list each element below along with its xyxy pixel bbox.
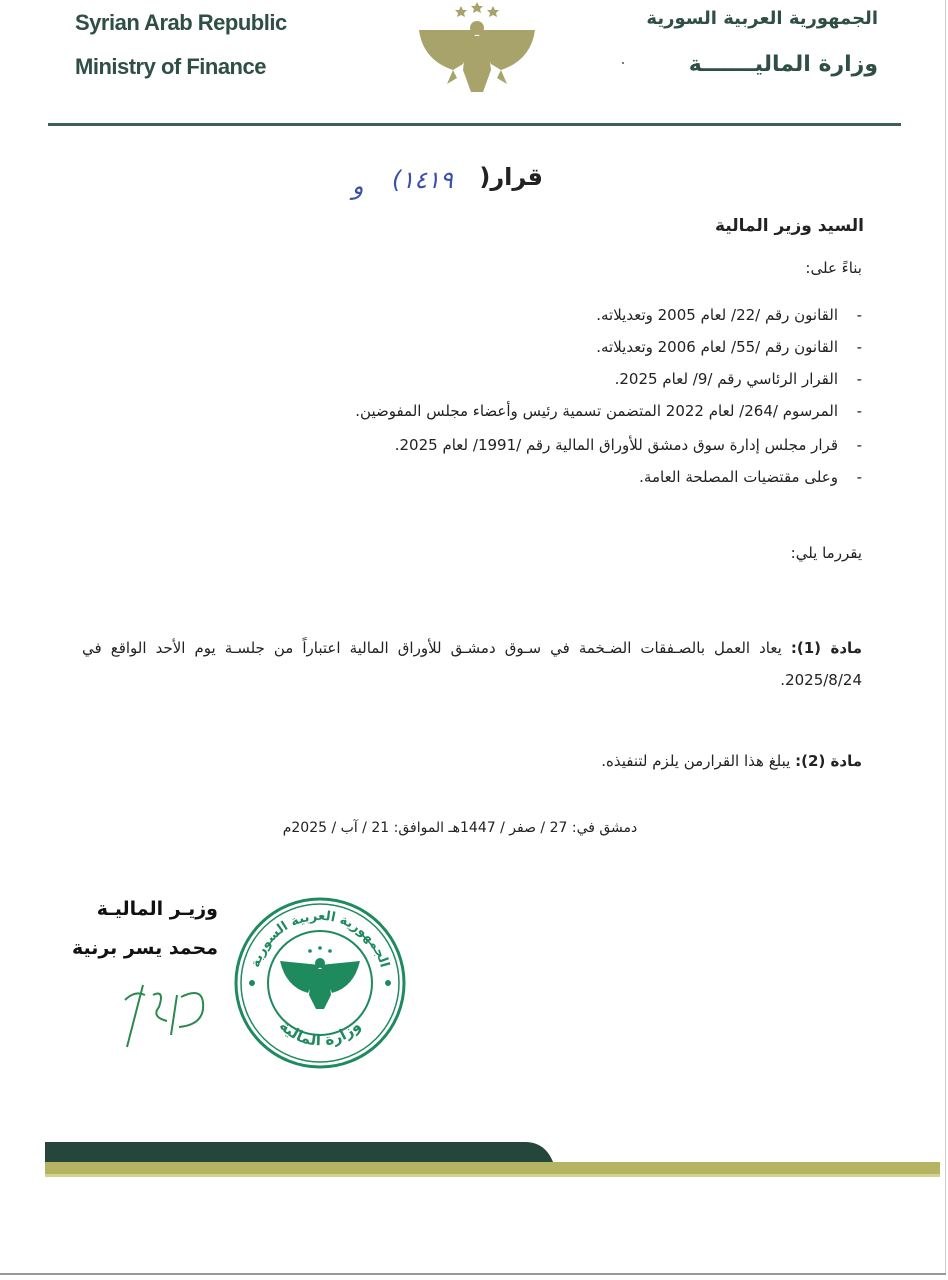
letterhead-ar-country: الجمهورية العربية السورية xyxy=(646,8,878,29)
page-edge xyxy=(945,0,946,1275)
list-bullet: - xyxy=(856,402,862,420)
based-on-label: بناءً على: xyxy=(805,259,862,277)
footer-band xyxy=(45,1140,940,1180)
list-bullet: - xyxy=(856,370,862,388)
page-edge xyxy=(0,1273,946,1275)
article-2 xyxy=(601,752,862,770)
reference-item: المرسوم /264/ لعام 2022 المتضمن تسمية رئيس وأعضاء مجلس المفوضين. xyxy=(355,402,838,420)
list-bullet: - xyxy=(856,338,862,356)
addressee: السيد وزير المالية xyxy=(714,216,864,236)
signatory-title: وزيـر الماليـة xyxy=(96,898,218,920)
header-divider xyxy=(48,123,901,126)
date-line: دمشق في: 27 / صفر / 1447هـ الموافق: 21 / آب / 2025م xyxy=(282,820,638,836)
article-1 xyxy=(82,632,862,696)
decision-number: ١٤١٩) xyxy=(392,166,453,194)
handwritten-signature xyxy=(115,975,225,1055)
decision-title: قرار( xyxy=(479,163,543,191)
ministry-stamp xyxy=(232,895,408,1071)
eagle-emblem-icon xyxy=(413,0,543,96)
stamp-eagle-icon xyxy=(280,946,360,1009)
decision-suffix: و xyxy=(352,172,364,200)
list-bullet: - xyxy=(856,306,862,324)
speck xyxy=(622,62,624,64)
article-1-text: يعاد العمل بالصـفقات الضـخمة في سـوق دمشـق للأوراق المالية اعتباراً من جلسـة يوم الأحد الواقع في 2025/8/24. xyxy=(82,639,862,689)
stamp-text-bottom: وزارة المالية xyxy=(275,1016,365,1050)
svg-text:وزارة المالية xyxy=(276,1017,364,1050)
list-bullet: - xyxy=(856,468,862,486)
letterhead-ar-ministry: وزارة الماليـــــــة xyxy=(688,52,878,77)
article-2-text: يبلغ هذا القرارمن يلزم لتنفيذه. xyxy=(601,752,791,770)
letterhead-en-country: Syrian Arab Republic xyxy=(75,10,287,35)
reference-item: القرار الرئاسي رقم /9/ لعام 2025. xyxy=(614,370,838,388)
signatory-name: محمد يسر برنية xyxy=(71,937,218,959)
decides-label: يقررما يلي: xyxy=(790,544,862,562)
reference-item: وعلى مقتضيات المصلحة العامة. xyxy=(639,468,838,486)
article-2-label: مادة (2): xyxy=(795,752,862,770)
stamp-text-top: الجمهورية العربية السورية xyxy=(248,908,392,970)
reference-item: القانون رقم /22/ لعام 2005 وتعديلاته. xyxy=(596,306,838,324)
article-1-label: مادة (1): xyxy=(790,639,862,657)
letterhead-en-ministry: Ministry of Finance xyxy=(75,54,266,79)
reference-item: قرار مجلس إدارة سوق دمشق للأوراق المالية رقم /1991/ لعام 2025. xyxy=(394,436,838,454)
list-bullet: - xyxy=(856,436,862,454)
reference-item: القانون رقم /55/ لعام 2006 وتعديلاته. xyxy=(596,338,838,356)
